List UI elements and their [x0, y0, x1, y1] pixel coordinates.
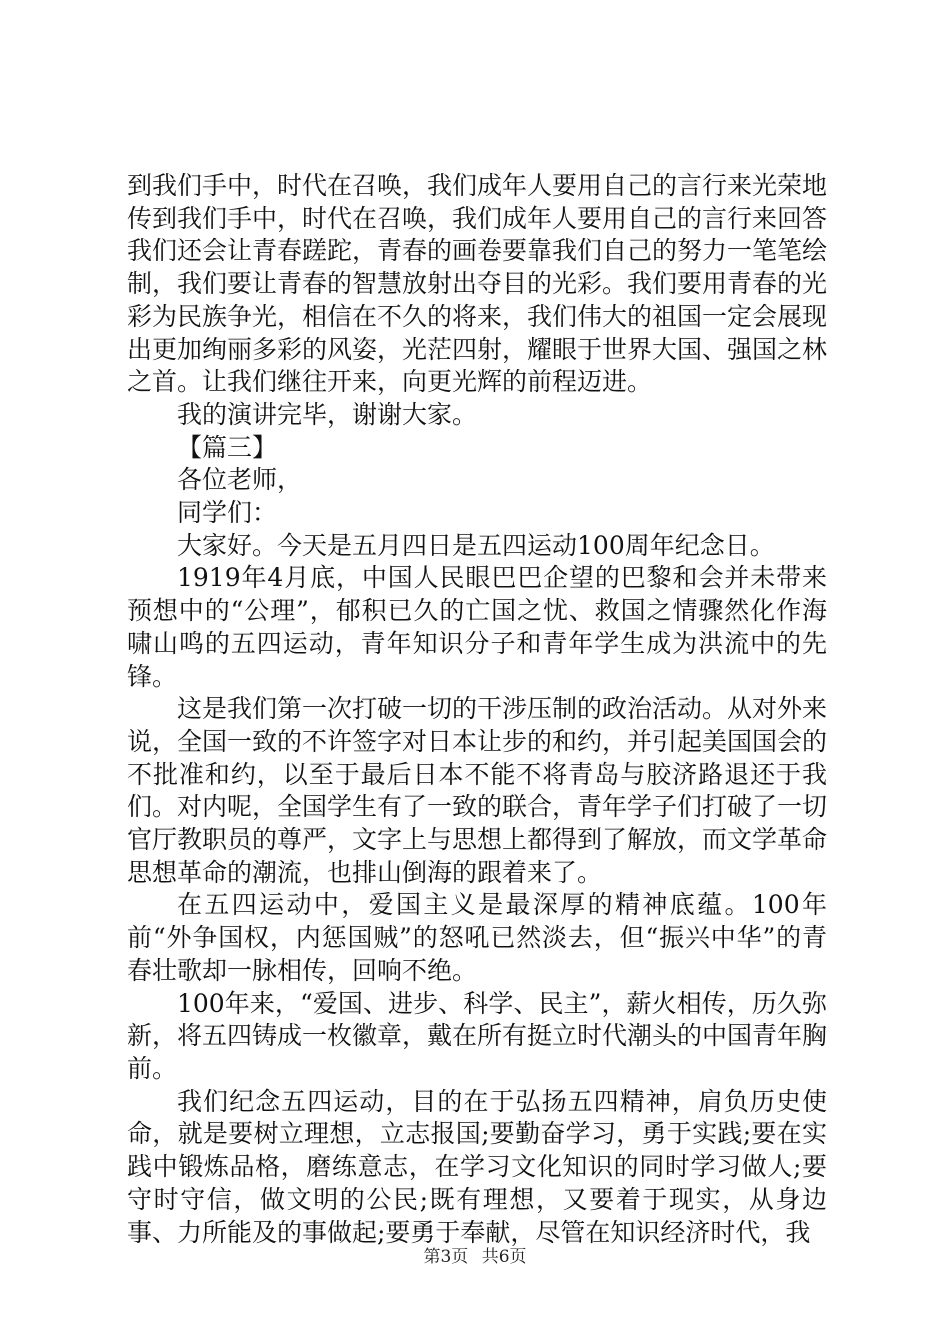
paragraph-1919: 1919年4月底，中国人民眼巴巴企望的巴黎和会并未带来预想中的“公理”，郁积已久的亡国之忧、救国之情骤然化作海啸山鸣的五四运动，青年知识分子和青年学生成为洪流中的先锋。	[127, 563, 827, 691]
page-total: 共6页	[481, 1247, 527, 1267]
paragraph-commemorate: 我们纪念五四运动，目的在于弘扬五四精神，肩负历史使命，就是要树立理想，立志报国;要勤奋学习，勇于实践;要在实践中锻炼品格，磨练意志，在学习文化知识的同时学习做人;要守时守信，做文明的公民;既有理想，又要着于现实，从身边事、力所能及的事做起;要勇于奉献，尽管在知识经济时代，我	[127, 1086, 827, 1247]
salutation-students: 同学们：	[177, 498, 278, 528]
page-footer	[0, 1246, 950, 1268]
paragraph-100-years: 100年来，“爱国、进步、科学、民主”，薪火相传，历久弥新，将五四铸成一枚徽章，戴在所有挺立时代潮头的中国青年胸前。	[127, 988, 828, 1083]
document-body	[127, 170, 827, 1249]
paragraph-patriotism: 在五四运动中，爱国主义是最深厚的精神底蕴。100年前“外争国权，内惩国贼”的怒吼已然淡去，但“振兴中华”的青春壮歌却一脉相传，回响不绝。	[127, 890, 827, 985]
salutation-teachers: 各位老师，	[177, 465, 303, 495]
section-heading: 【篇三】	[177, 432, 278, 462]
paragraph-closing: 我的演讲完毕，谢谢大家。	[177, 399, 478, 429]
paragraph-greeting: 大家好。今天是五月四日是五四运动100周年纪念日。	[177, 530, 775, 560]
page-number: 第3页	[423, 1247, 469, 1267]
paragraph-first-movement: 这是我们第一次打破一切的干涉压制的政治活动。从对外来说，全国一致的不许签字对日本让步的和约，并引起美国国会的不批准和约，以至于最后日本不能不将青岛与胶济路退还于我们。对内呢，全国学生有了一致的联合，青年学子们打破了一切官厅教职员的尊严，文字上与思想上都得到了解放，而文学革命思想革命的潮流，也排山倒海的跟着来了。	[127, 694, 828, 887]
paragraph-continuation: 到我们手中，时代在召唤，我们成年人要用自己的言行来光荣地传到我们手中，时代在召唤，我们成年人要用自己的言行来回答我们还会让青春蹉跎，青春的画卷要靠我们自己的努力一笔笔绘制，我们要让青春的智慧放射出夺目的光彩。我们要用青春的光彩为民族争光，相信在不久的将来，我们伟大的祖国一定会展现出更加绚丽多彩的风姿，光茫四射，耀眼于世界大国、强国之林之首。让我们继往开来，向更光辉的前程迈进。	[127, 171, 828, 397]
